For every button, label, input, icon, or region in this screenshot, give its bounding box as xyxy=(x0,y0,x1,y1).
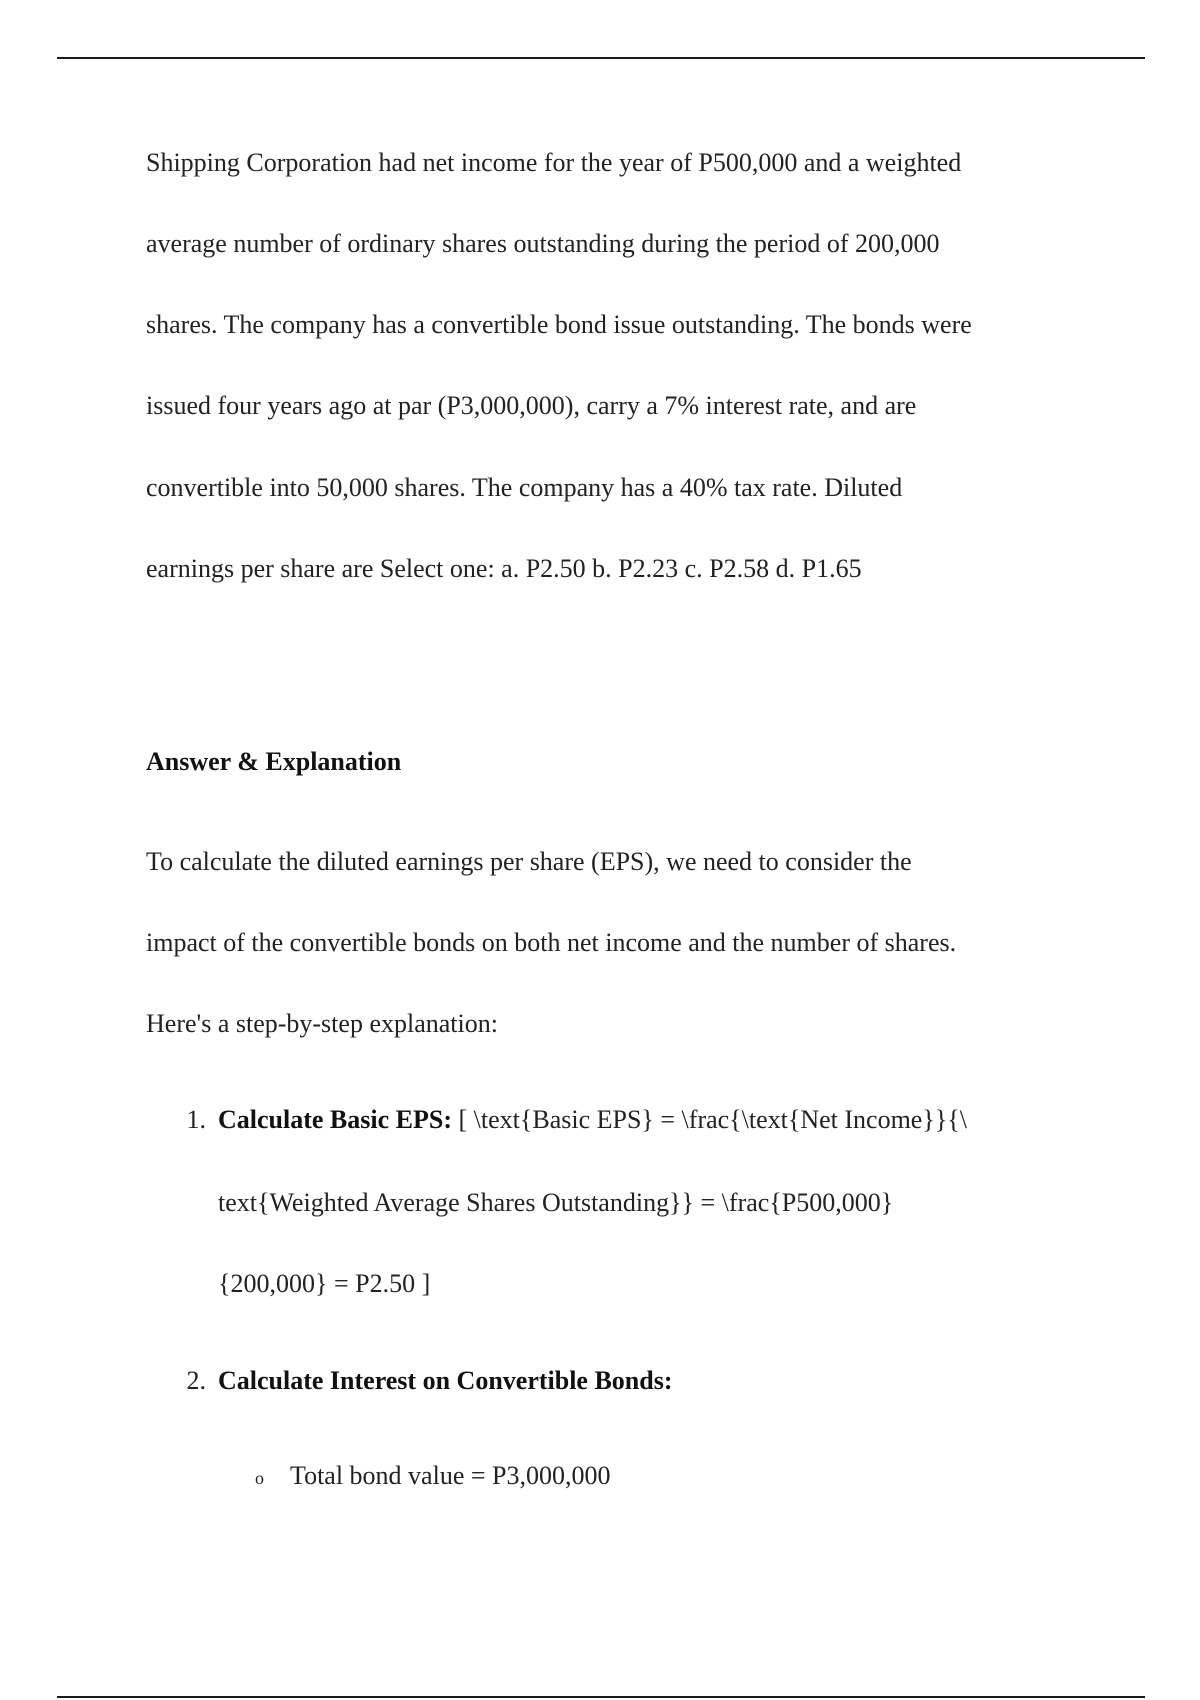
step-title: Calculate Basic EPS: xyxy=(218,1105,452,1134)
question-line-2: average number of ordinary shares outstanding during the period of 200,000 xyxy=(146,229,940,258)
intro-line-1: To calculate the diluted earnings per share (EPS), we need to consider the xyxy=(146,847,912,876)
hollow-bullet-icon: o xyxy=(255,1468,264,1488)
answer-heading: Answer & Explanation xyxy=(146,747,402,776)
list-item: Total bond value = P3,000,000 xyxy=(290,1461,611,1490)
step-1-line-1 xyxy=(218,1105,967,1135)
question-line-1: Shipping Corporation had net income for the year of P500,000 and a weighted xyxy=(146,148,962,177)
step-1-line-3: {200,000} = P2.50 ] xyxy=(218,1269,431,1298)
step-title: Calculate Interest on Convertible Bonds: xyxy=(218,1366,673,1395)
intro-line-2: impact of the convertible bonds on both net income and the number of shares. xyxy=(146,928,957,957)
bottom-rule xyxy=(57,1696,1145,1698)
question-line-3: shares. The company has a convertible bond issue outstanding. The bonds were xyxy=(146,310,972,339)
step-1-line-2: text{Weighted Average Shares Outstanding}} = \frac{P500,000} xyxy=(218,1188,894,1217)
question-line-5: convertible into 50,000 shares. The company has a 40% tax rate. Diluted xyxy=(146,473,903,502)
step-number: 1. xyxy=(186,1105,206,1134)
intro-line-3: Here's a step-by-step explanation: xyxy=(146,1009,498,1038)
question-line-4: issued four years ago at par (P3,000,000), carry a 7% interest rate, and are xyxy=(146,391,917,420)
top-rule xyxy=(57,57,1145,59)
step-1-formula-start: [ \text{Basic EPS} = \frac{\text{Net Income}}{\ xyxy=(452,1105,968,1134)
step-number: 2. xyxy=(186,1366,206,1395)
question-line-6: earnings per share are Select one: a. P2.50 b. P2.23 c. P2.58 d. P1.65 xyxy=(146,554,862,583)
